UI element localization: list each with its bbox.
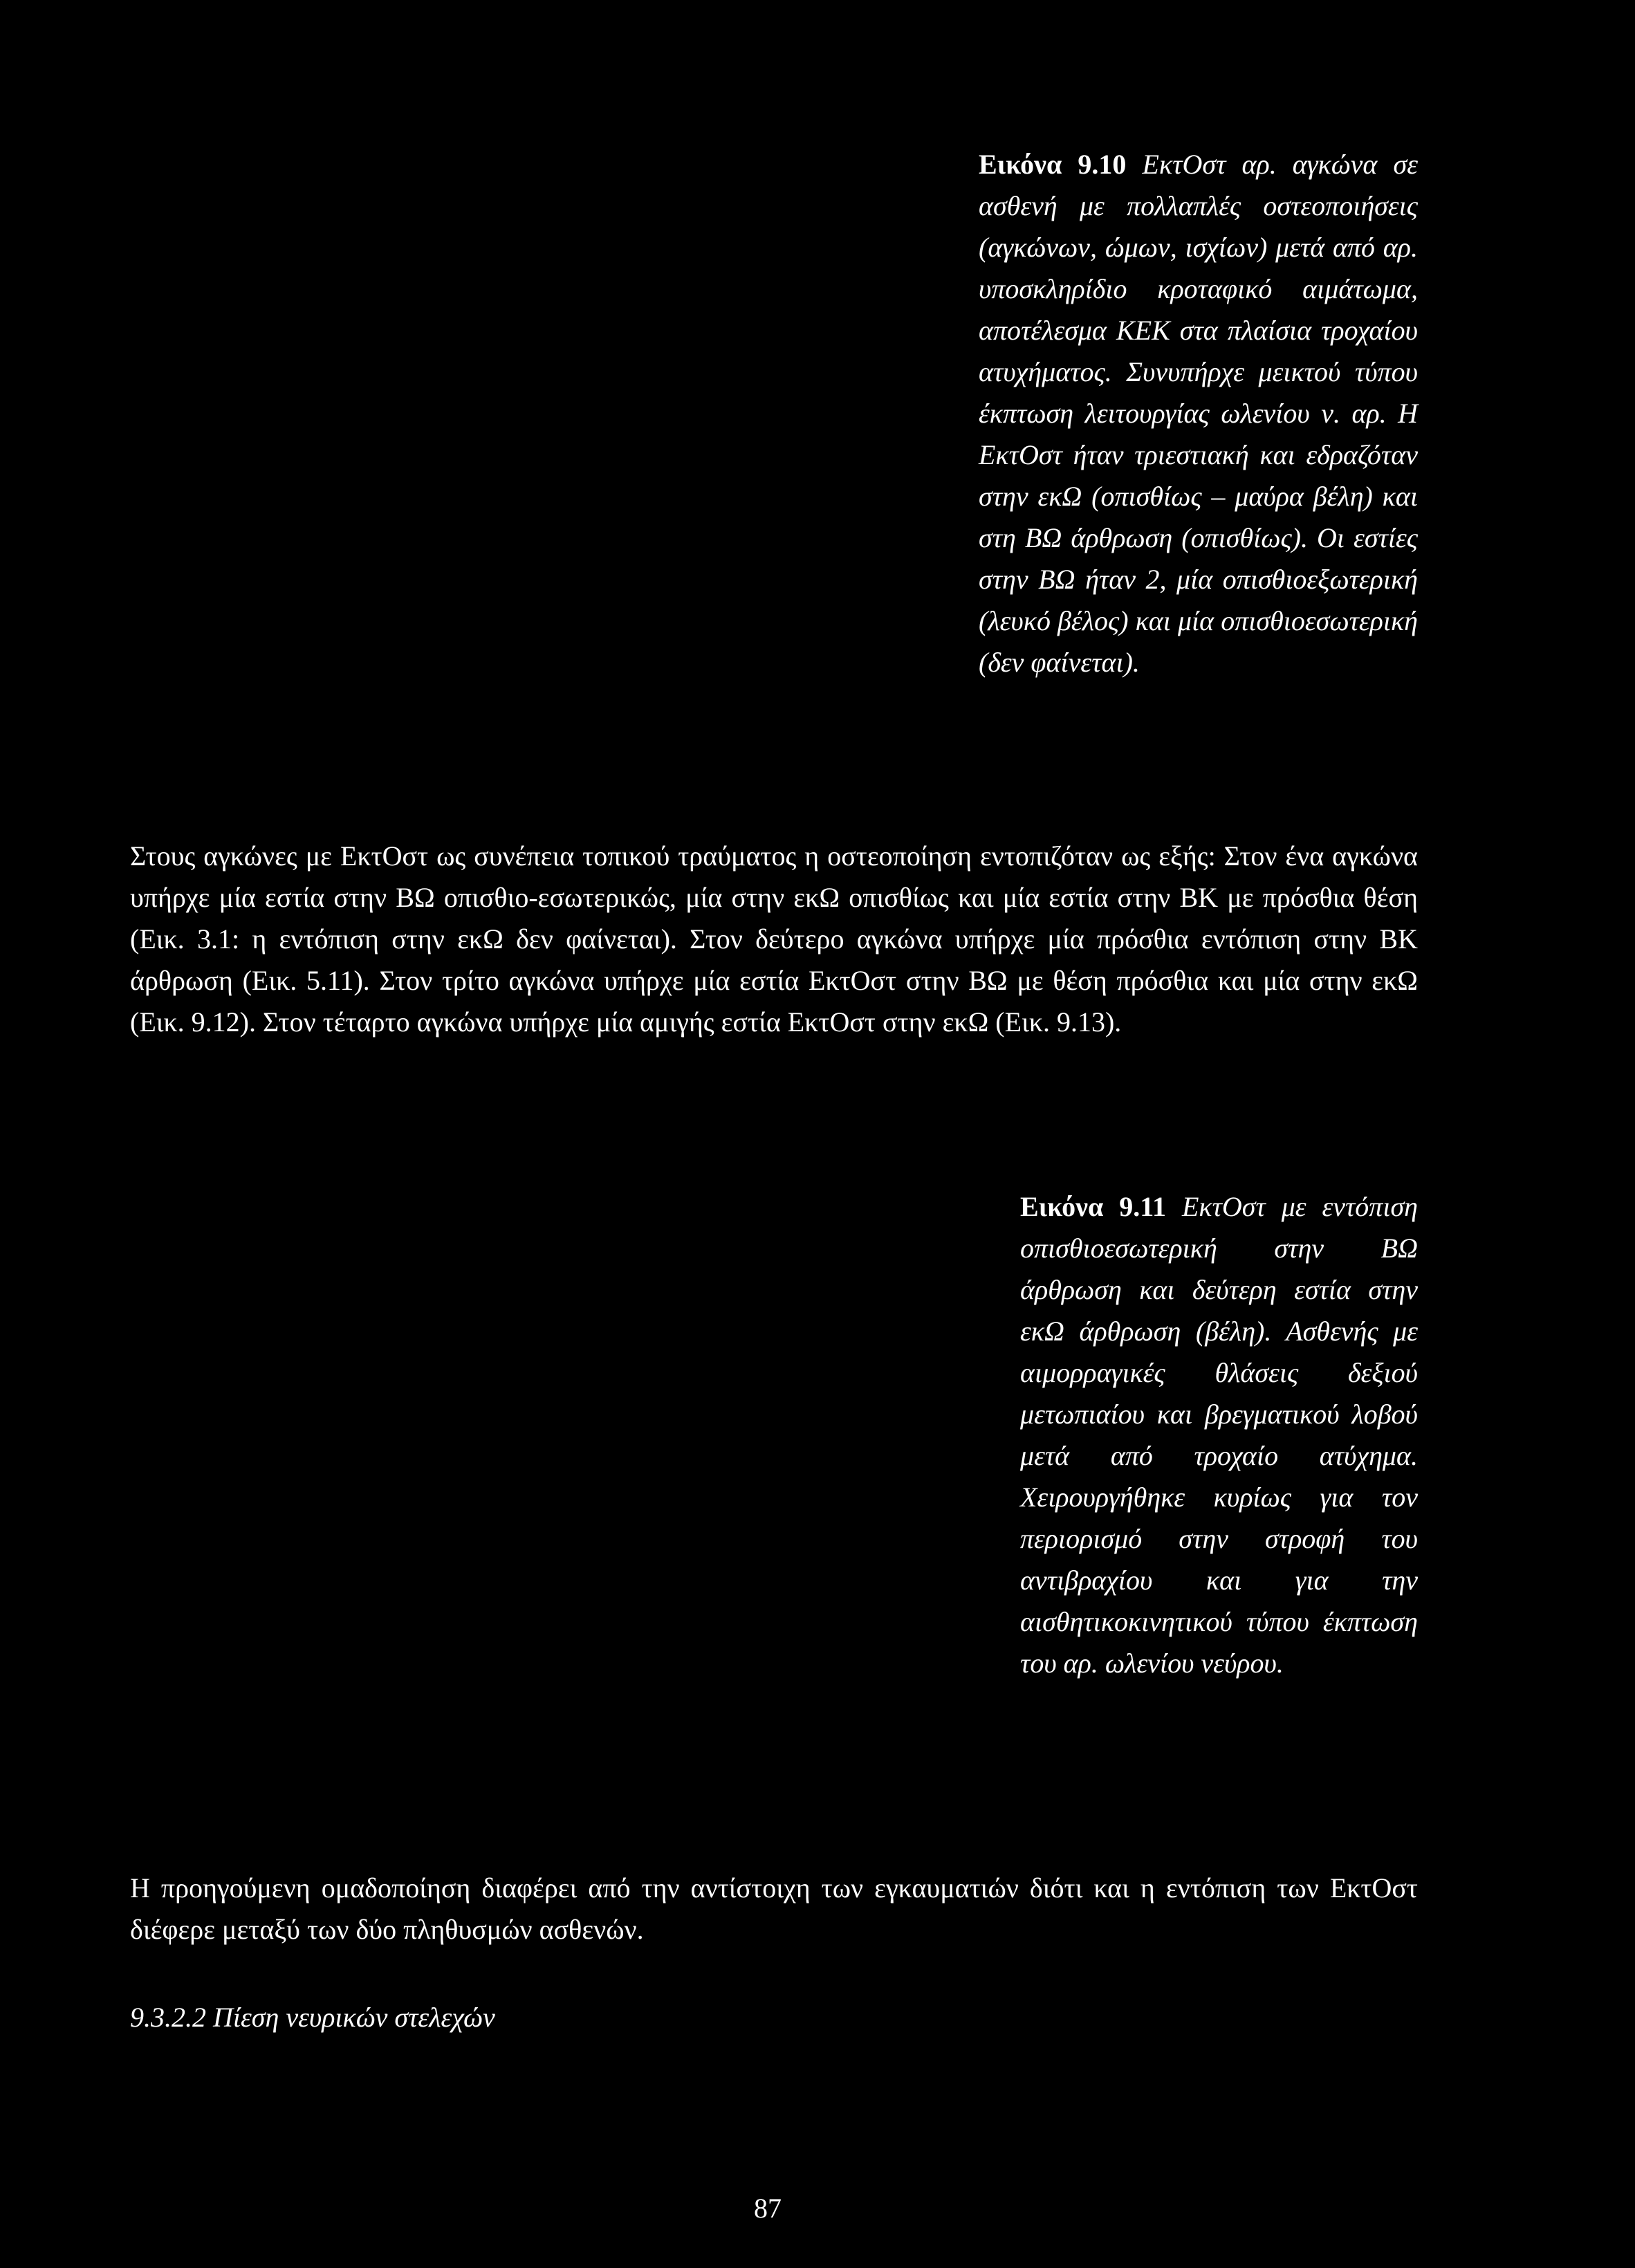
- figure-9-11-label: Εικόνα 9.11: [1020, 1191, 1167, 1222]
- figure-9-10-caption: [979, 144, 1418, 683]
- figure-9-10-text: ΕκτΟστ αρ. αγκώνα σε ασθενή με πολλαπλές οστεοποιήσεις (αγκώνων, ώμων, ισχίων) μετά από αρ. υποσκληρίδιο κροταφικό αιμάτωμα, αποτέλεσμα ΚΕΚ στα πλαίσια τροχαίου ατυχήματος. Συνυπήρχε μεικτού τύπου έκπτωση λειτουργίας ωλενίου ν. αρ. Η ΕκτΟστ ήταν τριεστιακή και εδραζόταν στην εκΩ (οπισθίως – μαύρα βέλη) και στη ΒΩ άρθρωση (οπισθίως). Οι εστίες στην ΒΩ ήταν 2, μία οπισθιοεξωτερική (λευκό βέλος) και μία οπισθιοεσωτερική (δεν φαίνεται).: [979, 149, 1418, 678]
- figure-9-11-caption: [1020, 1186, 1418, 1684]
- figure-9-11-text: ΕκτΟστ με εντόπιση οπισθιοεσωτερική στην ΒΩ άρθρωση και δεύτερη εστία στην εκΩ άρθρωση (βέλη). Ασθενής με αιμορραγικές θλάσεις δεξιού μετωπιαίου και βρεγματικού λοβού μετά από τροχαίο ατύχημα. Χειρουργήθηκε κυρίως για τον περιορισμό στην στροφή του αντιβραχίου και για την αισθητικοκινητικού τύπου έκπτωση του αρ. ωλενίου νεύρου.: [1020, 1191, 1419, 1679]
- page-number: 87: [754, 2193, 782, 2224]
- figure-9-10-label: Εικόνα 9.10: [979, 149, 1127, 180]
- body-paragraph-1: Στους αγκώνες με ΕκτΟστ ως συνέπεια τοπικού τραύματος η οστεοποίηση εντοπιζόταν ως εξής: Στον ένα αγκώνα υπήρχε μία εστία στην ΒΩ οπισθιο-εσωτερικώς, μία στην εκΩ οπισθίως και μία εστία στην ΒΚ με πρόσθια θέση (Εικ. 3.1: η εντόπιση στην εκΩ δεν φαίνεται). Στον δεύτερο αγκώνα υπήρχε μία πρόσθια εντόπιση στην ΒΚ άρθρωση (Εικ. 5.11). Στον τρίτο αγκώνα υπήρχε μία εστία ΕκτΟστ στην ΒΩ με θέση πρόσθια και μία στην εκΩ (Εικ. 9.12). Στον τέταρτο αγκώνα υπήρχε μία αμιγής εστία ΕκτΟστ στην εκΩ (Εικ. 9.13).: [130, 840, 1418, 1038]
- section-heading: 9.3.2.2 Πίεση νευρικών στελεχών: [130, 2002, 495, 2033]
- body-paragraph-2: Η προηγούμενη ομαδοποίηση διαφέρει από την αντίστοιχη των εγκαυματιών διότι και η εντόπιση των ΕκτΟστ διέφερε μεταξύ των δύο πληθυσμών ασθενών.: [130, 1872, 1418, 1945]
